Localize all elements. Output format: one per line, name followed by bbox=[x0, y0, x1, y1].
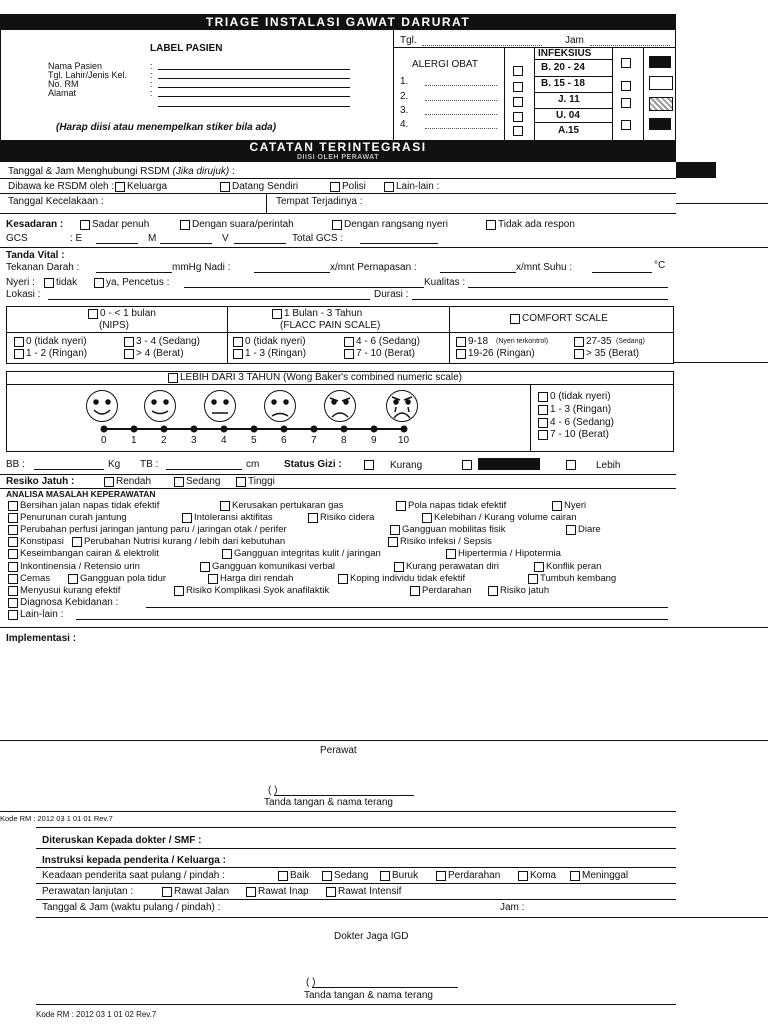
gizi-kurang-checkbox[interactable] bbox=[364, 460, 374, 470]
keadaan-label: Keadaan penderita saat pulang / pindah : bbox=[42, 870, 225, 881]
flacc-46: 4 - 6 (Sedang) bbox=[356, 336, 420, 347]
analisa-checkbox[interactable] bbox=[8, 549, 18, 559]
gcs-v-label: V bbox=[222, 233, 229, 244]
comfort-918-note: (Nyeri terkontrol) bbox=[496, 338, 549, 345]
comfort-2735: 27-35 bbox=[586, 336, 612, 347]
label-pasien-heading: LABEL PASIEN bbox=[150, 43, 223, 54]
analisa-checkbox[interactable] bbox=[8, 525, 18, 535]
nama-pasien-label: Nama Pasien bbox=[48, 61, 103, 71]
analisa-checkbox[interactable] bbox=[8, 574, 18, 584]
gcs-total-label: Total GCS : bbox=[292, 233, 344, 244]
kesadaran-suara: Dengan suara/perintah bbox=[192, 219, 294, 230]
analisa-item: Nyeri bbox=[564, 500, 587, 511]
lain-label: Lain-lain : bbox=[20, 609, 64, 620]
analisa-checkbox[interactable] bbox=[220, 501, 230, 511]
analisa-checkbox[interactable] bbox=[68, 574, 78, 584]
analisa-checkbox[interactable] bbox=[394, 562, 404, 572]
alergi-num-3: 3. bbox=[400, 105, 409, 116]
wb-13-checkbox[interactable] bbox=[538, 405, 548, 415]
flacc-0: 0 (tidak nyeri) bbox=[245, 336, 306, 347]
rawat-intensif: Rawat Intensif bbox=[338, 886, 402, 897]
scale-3: 3 bbox=[191, 435, 197, 446]
analisa-item: Tumbuh kembang bbox=[540, 573, 617, 584]
diagnosa-field[interactable] bbox=[146, 607, 668, 608]
rawat-jalan-checkbox[interactable] bbox=[162, 887, 172, 897]
analisa-item: Inkontinensia / Retensio urin bbox=[20, 561, 140, 572]
keadaan-perdarahan-checkbox[interactable] bbox=[436, 871, 446, 881]
rawat-jalan: Rawat Jalan bbox=[174, 886, 230, 897]
tb-field[interactable] bbox=[166, 469, 242, 470]
alergi-num-4: 4. bbox=[400, 119, 409, 130]
faces-features bbox=[0, 0, 768, 460]
analisa-checkbox[interactable] bbox=[422, 513, 432, 523]
analisa-item: Pola napas tidak efektif bbox=[408, 500, 507, 511]
wb-46-checkbox[interactable] bbox=[538, 418, 548, 428]
keadaan-buruk-checkbox[interactable] bbox=[380, 871, 390, 881]
suhu-label: x/mnt Suhu : bbox=[516, 262, 573, 273]
analisa-item: Risiko infeksi / Sepsis bbox=[400, 536, 492, 547]
dibawa-keluarga: Keluarga bbox=[127, 181, 168, 192]
durasi-label: Durasi : bbox=[374, 289, 409, 300]
kode-rm-1: Kode RM : 2012 03 1 01 01 Rev.7 bbox=[0, 814, 113, 823]
analisa-checkbox[interactable] bbox=[308, 513, 318, 523]
keadaan-baik-checkbox[interactable] bbox=[278, 871, 288, 881]
catatan-subtitle: DIISI OLEH PERAWAT bbox=[297, 154, 379, 161]
tanggal-pulang-label: Tanggal & Jam (waktu pulang / pindah) : bbox=[42, 902, 221, 913]
lokasi-label: Lokasi : bbox=[6, 289, 41, 300]
perawat-ttd: Tanda tangan & nama terang bbox=[264, 797, 393, 808]
analisa-checkbox[interactable] bbox=[488, 586, 498, 596]
rawat-inap: Rawat Inap bbox=[258, 886, 309, 897]
alergi-num-1: 1. bbox=[400, 76, 409, 87]
gcs-m-label: M bbox=[148, 233, 157, 244]
infeksius-a15: A.15 bbox=[558, 125, 580, 136]
analisa-item: Gangguan integritas kulit / jaringan bbox=[234, 548, 381, 559]
diagnosa-checkbox[interactable] bbox=[8, 598, 18, 608]
resiko-sedang: Sedang bbox=[186, 476, 221, 487]
flacc-title1: 1 Bulan - 3 Tahun bbox=[284, 308, 363, 319]
instruksi-label: Instruksi kepada penderita / Keluarga : bbox=[42, 855, 226, 866]
analisa-item: Risiko cidera bbox=[320, 512, 375, 523]
analisa-item: Perubahan Nutrisi kurang / lebih dari kebutuhan bbox=[84, 536, 286, 547]
infeksius-heading: INFEKSIUS bbox=[538, 48, 592, 59]
analisa-checkbox[interactable] bbox=[396, 501, 406, 511]
gizi-lebih: Lebih bbox=[596, 460, 621, 471]
dibawa-sendiri: Datang Sendiri bbox=[232, 181, 299, 192]
dibawa-lain: Lain-lain : bbox=[396, 181, 440, 192]
infeksius-j11: J. 11 bbox=[558, 94, 580, 105]
analisa-checkbox[interactable] bbox=[8, 537, 18, 547]
implementasi-field[interactable] bbox=[0, 740, 768, 741]
analisa-heading: ANALISA MASALAH KEPERAWATAN bbox=[6, 489, 156, 499]
analisa-checkbox[interactable] bbox=[8, 562, 18, 572]
resiko-rendah-checkbox[interactable] bbox=[104, 477, 114, 487]
scale-2: 2 bbox=[161, 435, 167, 446]
analisa-checkbox[interactable] bbox=[208, 574, 218, 584]
label-note: (Harap diisi atau menempelkan stiker bila ada) bbox=[56, 122, 277, 133]
rawat-intensif-checkbox[interactable] bbox=[326, 887, 336, 897]
nips-12: 1 - 2 (Ringan) bbox=[26, 348, 88, 359]
wb-710-checkbox[interactable] bbox=[538, 430, 548, 440]
analisa-checkbox[interactable] bbox=[72, 537, 82, 547]
analisa-checkbox[interactable] bbox=[338, 574, 348, 584]
nips-title2: (NIPS) bbox=[99, 320, 129, 331]
analisa-item: Gangguan mobilitas fisik bbox=[402, 524, 506, 535]
flacc-13: 1 - 3 (Ringan) bbox=[245, 348, 307, 359]
form-title: TRIAGE INSTALASI GAWAT DARURAT bbox=[0, 14, 676, 30]
analisa-item: Risiko Komplikasi Syok anafilaktik bbox=[186, 585, 330, 596]
analisa-checkbox[interactable] bbox=[182, 513, 192, 523]
dokter-sign-field[interactable]: ( ) bbox=[306, 977, 316, 988]
scale-8: 8 bbox=[341, 435, 347, 446]
analisa-item: Koping individu tidak efektif bbox=[350, 573, 466, 584]
resiko-rendah: Rendah bbox=[116, 476, 152, 487]
gizi-kurang: Kurang bbox=[390, 460, 423, 471]
diteruskan-label: Diteruskan Kepada dokter / SMF : bbox=[42, 835, 202, 846]
analisa-checkbox[interactable] bbox=[8, 586, 18, 596]
analisa-item: Harga diri rendah bbox=[220, 573, 294, 584]
wb-46: 4 - 6 (Sedang) bbox=[550, 417, 614, 428]
analisa-checkbox[interactable] bbox=[200, 562, 210, 572]
scale-6: 6 bbox=[281, 435, 287, 446]
keadaan-meninggal-checkbox[interactable] bbox=[570, 871, 580, 881]
perawat-sign-field[interactable]: ( ) bbox=[268, 785, 278, 796]
keadaan-perdarahan: Perdarahan bbox=[448, 870, 501, 881]
analisa-checkbox[interactable] bbox=[222, 549, 232, 559]
tekanan-darah-label: Tekanan Darah : bbox=[6, 262, 80, 273]
nyeri-tidak: tidak bbox=[56, 277, 78, 288]
kesadaran-nyeri: Dengan rangsang nyeri bbox=[344, 219, 448, 230]
kesadaran-sadar: Sadar penuh bbox=[92, 219, 150, 230]
analisa-item: Konflik peran bbox=[546, 561, 602, 572]
keadaan-buruk: Buruk bbox=[392, 870, 419, 881]
scale-5: 5 bbox=[251, 435, 257, 446]
tanggal-jam-hubungi-label: Tanggal & Jam Menghubungi RSDM (Jika dirujuk) : bbox=[8, 166, 235, 177]
analisa-checkbox[interactable] bbox=[410, 586, 420, 596]
implementasi-label: Implementasi : bbox=[6, 633, 77, 644]
wb-13: 1 - 3 (Ringan) bbox=[550, 404, 612, 415]
keadaan-meninggal: Meninggal bbox=[582, 870, 629, 881]
alergi-num-2: 2. bbox=[400, 91, 409, 102]
analisa-checkbox[interactable] bbox=[528, 574, 538, 584]
nips-34: 3 - 4 (Sedang) bbox=[136, 336, 200, 347]
kualitas-label: Kualitas : bbox=[424, 277, 466, 288]
status-gizi-label: Status Gizi : bbox=[284, 459, 342, 470]
alamat-label: Alamat bbox=[48, 88, 77, 98]
analisa-item: Gangguan pola tidur bbox=[80, 573, 167, 584]
bb-field[interactable] bbox=[34, 469, 104, 470]
comfort-title: COMFORT SCALE bbox=[522, 313, 608, 324]
alergi-heading: ALERGI OBAT bbox=[412, 59, 478, 70]
scale-10: 10 bbox=[398, 435, 410, 446]
wb-0: 0 (tidak nyeri) bbox=[550, 391, 611, 402]
celsius-label: °C bbox=[654, 260, 666, 271]
analisa-item: Kerusakan pertukaran gas bbox=[232, 500, 344, 511]
flacc-title2: (FLACC PAIN SCALE) bbox=[280, 320, 381, 331]
analisa-item: Perdarahan bbox=[422, 585, 472, 596]
analisa-item: Penurunan curah jantung bbox=[20, 512, 127, 523]
infeksius-b20: B. 20 - 24 bbox=[541, 62, 585, 73]
nips-0: 0 (tidak nyeri) bbox=[26, 336, 87, 347]
resiko-tinggi-checkbox[interactable] bbox=[236, 477, 246, 487]
scale-9: 9 bbox=[371, 435, 377, 446]
tempat-terjadinya-label: Tempat Terjadinya : bbox=[276, 196, 363, 207]
infeksius-u04: U. 04 bbox=[556, 110, 580, 121]
tgl-lahir-label: Tgl. Lahir/Jenis Kel. bbox=[48, 70, 128, 80]
no-rm-label: No. RM bbox=[48, 79, 79, 89]
jam-label: Jam bbox=[565, 35, 584, 46]
kesadaran-tidak-respon: Tidak ada respon bbox=[498, 219, 575, 230]
scale-1: 1 bbox=[131, 435, 137, 446]
lanjutan-label: Perawatan lanjutan : bbox=[42, 886, 134, 897]
nyeri-ya: ya, Pencetus : bbox=[106, 277, 170, 288]
nadi-label: mmHg Nadi : bbox=[172, 262, 231, 273]
bb-label: BB : bbox=[6, 459, 25, 470]
kesadaran-label: Kesadaran : bbox=[6, 219, 64, 230]
nyeri-label: Nyeri : bbox=[6, 277, 35, 288]
resiko-tinggi: Tinggi bbox=[248, 476, 275, 487]
analisa-checkbox[interactable] bbox=[174, 586, 184, 596]
wb-710: 7 - 10 (Berat) bbox=[550, 429, 609, 440]
comfort-35: > 35 (Berat) bbox=[586, 348, 640, 359]
analisa-item: Keseimbangan cairan & elektrolit bbox=[20, 548, 159, 559]
comfort-918: 9-18 bbox=[468, 336, 489, 347]
analisa-item: Risiko jatuh bbox=[500, 585, 550, 596]
kode-rm-2: Kode RM : 2012 03 1 01 02 Rev.7 bbox=[36, 1010, 157, 1019]
gizi-lebih-checkbox[interactable] bbox=[566, 460, 576, 470]
dibawa-polisi: Polisi bbox=[342, 181, 366, 192]
keadaan-sedang: Sedang bbox=[334, 870, 369, 881]
analisa-item: Bersihan jalan napas tidak efektif bbox=[20, 500, 160, 511]
gizi-redacted bbox=[478, 458, 540, 470]
flacc-710: 7 - 10 (Berat) bbox=[356, 348, 415, 359]
resiko-sedang-checkbox[interactable] bbox=[174, 477, 184, 487]
keadaan-koma-checkbox[interactable] bbox=[518, 871, 528, 881]
analisa-item: Menyusui kurang efektif bbox=[20, 585, 121, 596]
resiko-jatuh-label: Resiko Jatuh : bbox=[6, 476, 75, 487]
analisa-item: Kelebihan / Kurang volume cairan bbox=[434, 512, 577, 523]
analisa-item: Intoleransi aktifitas bbox=[194, 512, 273, 523]
analisa-checkbox[interactable] bbox=[388, 537, 398, 547]
analisa-checkbox[interactable] bbox=[8, 501, 18, 511]
keadaan-sedang-checkbox[interactable] bbox=[322, 871, 332, 881]
scale-4: 4 bbox=[221, 435, 227, 446]
rawat-inap-checkbox[interactable] bbox=[246, 887, 256, 897]
analisa-item: Gangguan komunikasi verbal bbox=[212, 561, 336, 572]
catatan-title-text: CATATAN TERINTEGRASI bbox=[249, 140, 427, 154]
analisa-checkbox[interactable] bbox=[534, 562, 544, 572]
diagnosa-label: Diagnosa Kebidanan : bbox=[20, 597, 119, 608]
tanggal-kecelakaan-label: Tanggal Kecelakaan : bbox=[8, 196, 104, 207]
gcs-label: GCS bbox=[6, 233, 28, 244]
scale-0: 0 bbox=[101, 435, 107, 446]
infeksius-b15: B. 15 - 18 bbox=[541, 78, 585, 89]
dokter-ttd: Tanda tangan & nama terang bbox=[304, 990, 433, 1001]
gizi-normal-checkbox[interactable] bbox=[462, 460, 472, 470]
nips-4: > 4 (Berat) bbox=[136, 348, 184, 359]
analisa-checkbox[interactable] bbox=[552, 501, 562, 511]
tanda-vital-heading: Tanda Vital : bbox=[6, 250, 65, 261]
perawat-label: Perawat bbox=[320, 745, 357, 756]
tgl-label: Tgl. bbox=[400, 35, 417, 46]
comfort-1926: 19-26 (Ringan) bbox=[468, 348, 535, 359]
dokter-jaga-label: Dokter Jaga IGD bbox=[334, 931, 409, 942]
analisa-checkbox[interactable] bbox=[446, 549, 456, 559]
wb-0-checkbox[interactable] bbox=[538, 392, 548, 402]
pernapasan-label: x/mnt Pernapasan : bbox=[330, 262, 417, 273]
keadaan-koma: Koma bbox=[530, 870, 557, 881]
analisa-item: Cemas bbox=[20, 573, 51, 584]
lain-field[interactable] bbox=[76, 619, 668, 620]
analisa-checkbox[interactable] bbox=[390, 525, 400, 535]
analisa-item: Konstipasi bbox=[20, 536, 64, 547]
analisa-item: Hipertermia / Hipotermia bbox=[458, 548, 561, 559]
analisa-item: Diare bbox=[578, 524, 601, 535]
gcs-e-label: : E bbox=[70, 233, 83, 244]
keadaan-baik: Baik bbox=[290, 870, 310, 881]
analisa-checkbox[interactable] bbox=[566, 525, 576, 535]
cm-label: cm bbox=[246, 459, 260, 470]
analisa-checkbox[interactable] bbox=[8, 513, 18, 523]
wong-baker-title: LEBIH DARI 3 TAHUN (Wong Baker's combined numeric scale) bbox=[180, 372, 463, 383]
nips-title1: 0 - < 1 bulan bbox=[100, 308, 156, 319]
lain-checkbox[interactable] bbox=[8, 610, 18, 620]
comfort-2735-note: (Sedang) bbox=[616, 338, 645, 345]
kg-label: Kg bbox=[108, 459, 121, 470]
tb-label: TB : bbox=[140, 459, 159, 470]
dibawa-label: Dibawa ke RSDM oleh : bbox=[8, 181, 115, 192]
scale-7: 7 bbox=[311, 435, 317, 446]
analisa-item: Kurang perawatan diri bbox=[406, 561, 499, 572]
jam-pulang-label: Jam : bbox=[500, 902, 525, 913]
analisa-item: Perubahan perfusi jaringan jantung paru / jaringan otak / perifer bbox=[20, 524, 287, 535]
